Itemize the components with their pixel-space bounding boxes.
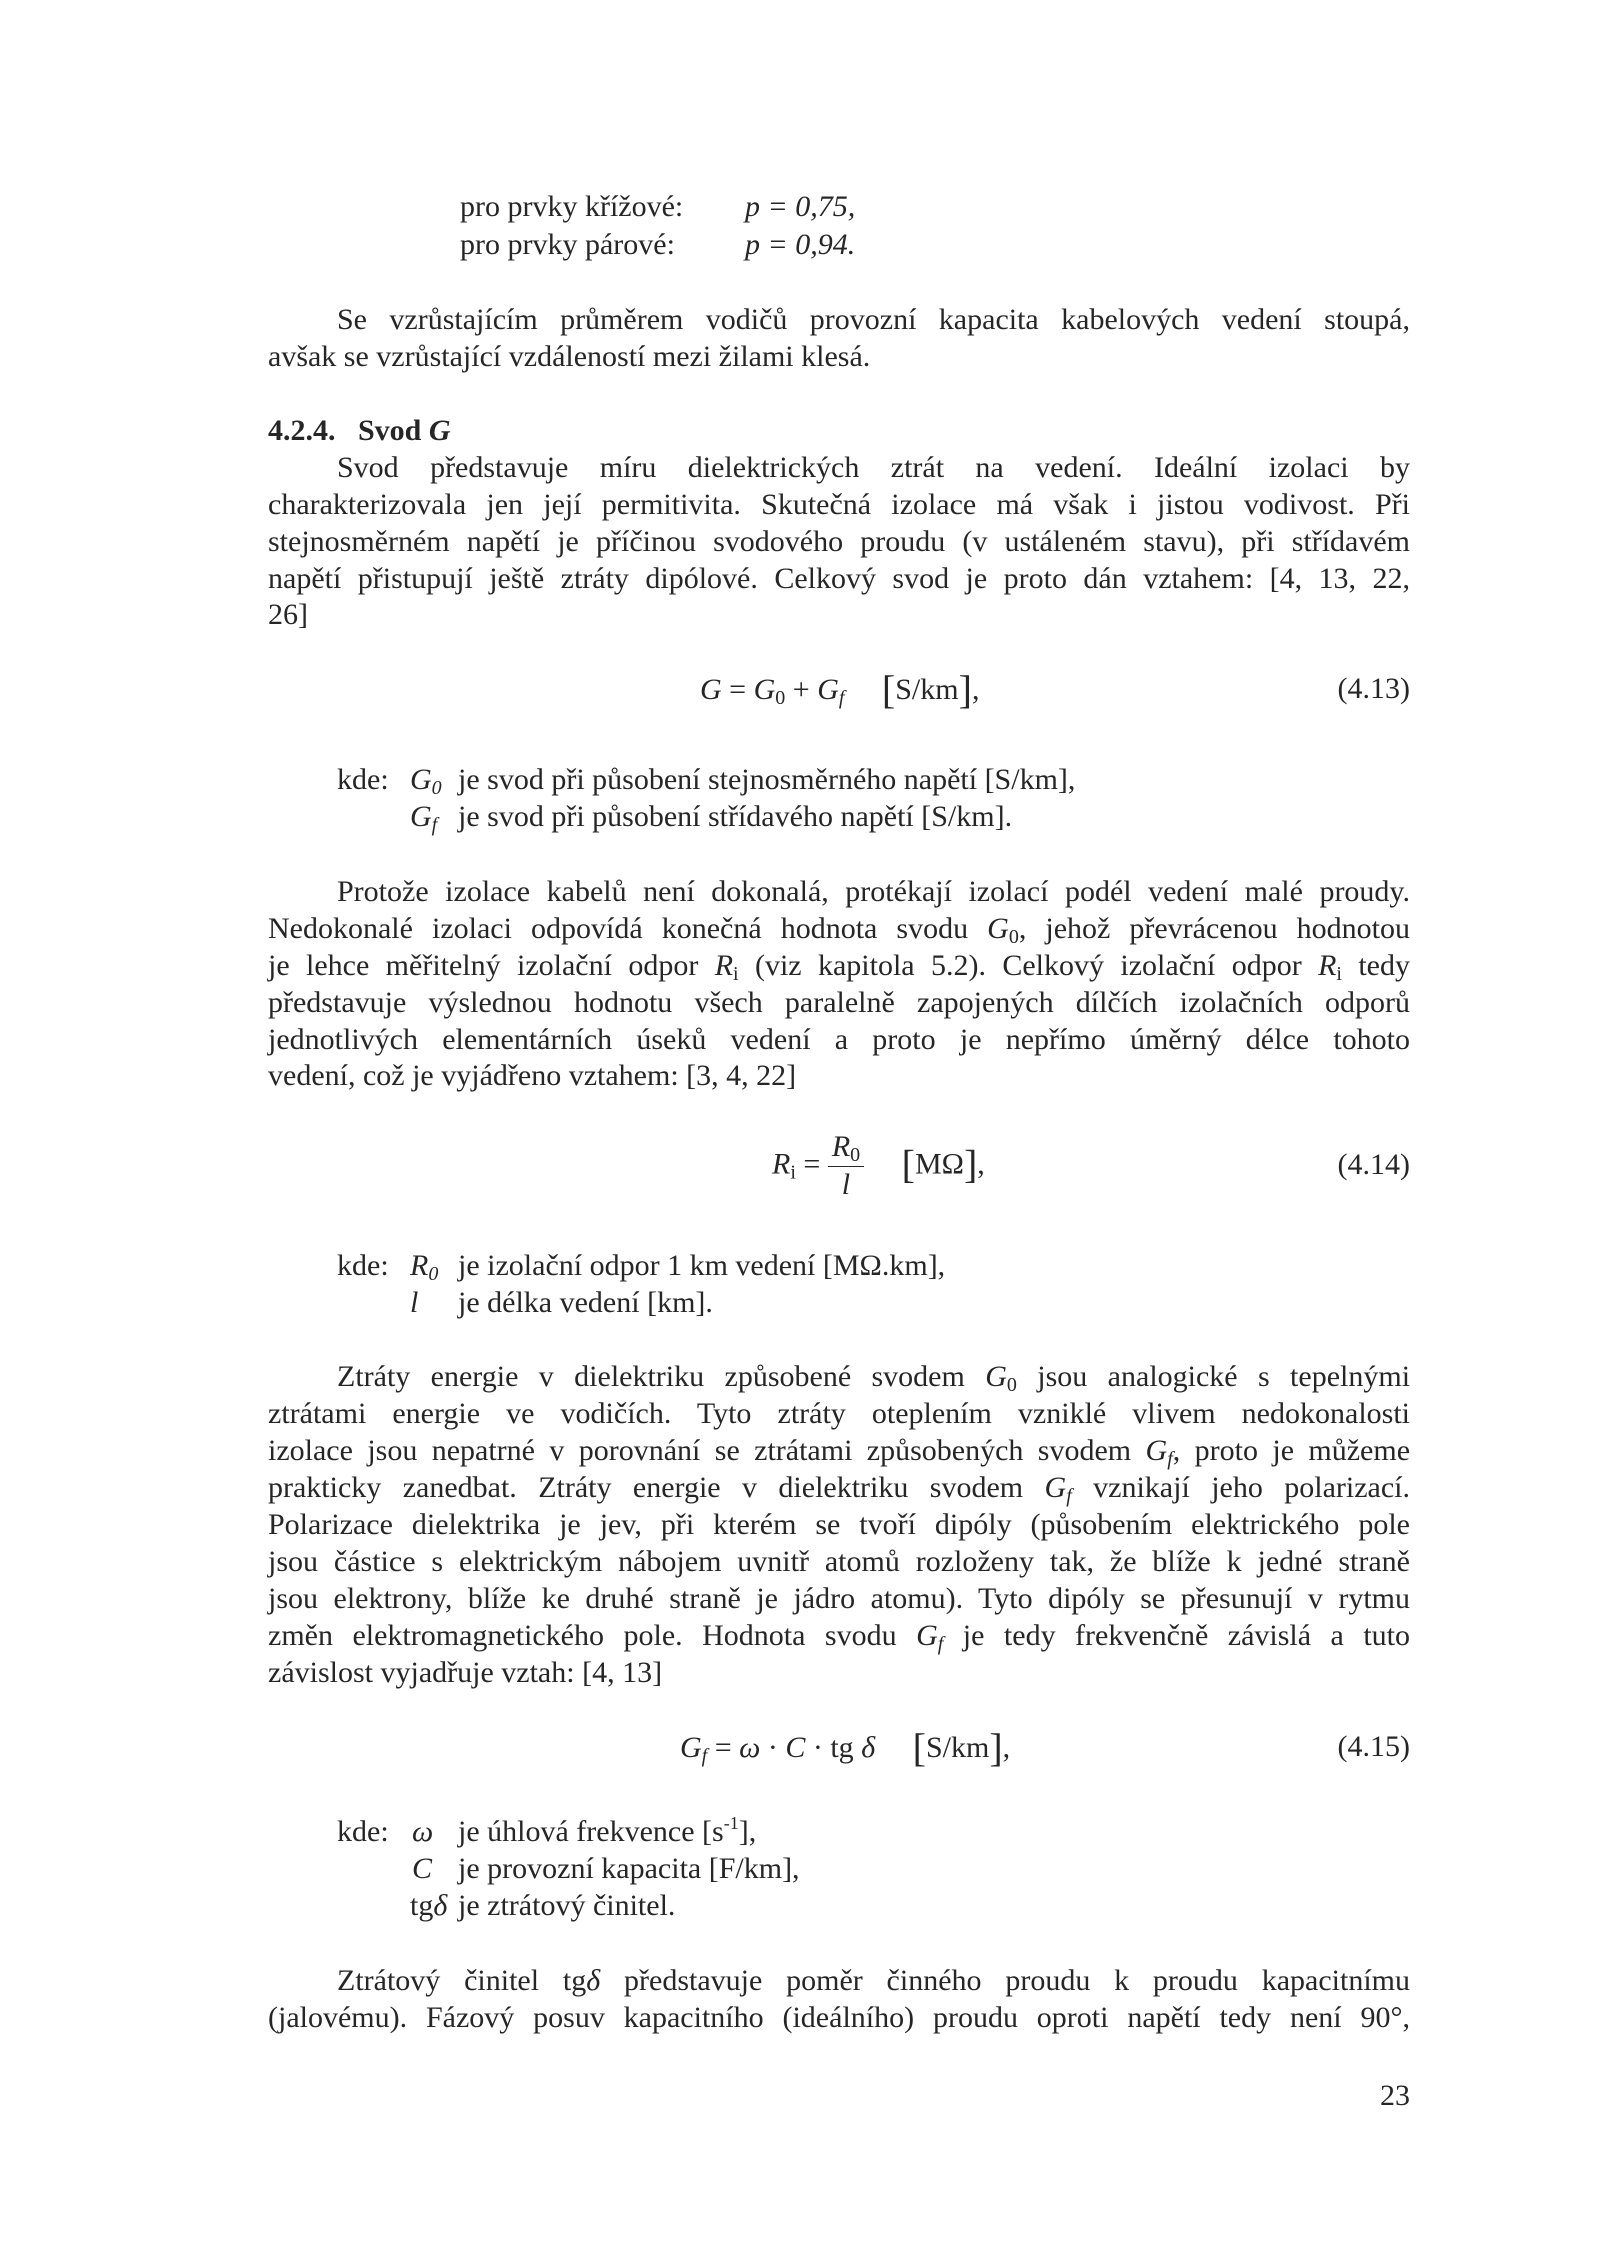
para2-line5: 26] [268, 598, 308, 631]
para2-line1: Svod představuje míru dielektrických ztrát na vedení. Ideální izolaci by [337, 451, 1410, 484]
where414-kde: kde: [337, 1249, 389, 1282]
where415-sym1: ω [412, 1815, 434, 1848]
where413-sym1: $G_0$ [410, 763, 442, 799]
para3-line2: Nedokonalé izolaci odpovídá konečná hodnota svodu $G_0$, jehož převrácenou hodnotou [268, 912, 1411, 948]
equation-4-13: $G = G_0 + G_f$ [S/km], [700, 667, 980, 712]
eq413-number: (4.13) [1337, 672, 1410, 705]
eq415-unit: S/km [925, 1731, 990, 1764]
where414-desc1: je izolační odpor 1 km vedení [MΩ.km], [458, 1249, 946, 1282]
where413-desc2: je svod při působení střídavého napětí [S/km]. [458, 800, 1013, 833]
where413-sym2: $G_f$ [410, 800, 438, 836]
para1-line1: Se vzrůstajícím průměrem vodičů provozní kapacita kabelových vedení stoupá, [337, 303, 1410, 336]
para3-line3: je lehce měřitelný izolační odpor $R_i$ (viz kapitola 5.2). Celkový izolační odpor $R_i$ tedy [268, 949, 1410, 985]
where414-sym1: $R_0$ [410, 1249, 439, 1285]
para3-line1: Protože izolace kabelů není dokonalá, protékají izolací podél vedení malé proudy. [337, 875, 1410, 908]
para3-line6: vedení, což je vyjádřeno vztahem: [3, 4, 22] [268, 1059, 797, 1092]
para4-line6: jsou částice s elektrickým nábojem uvnitř atomů rozloženy tak, že blíže k jedné straně [268, 1545, 1410, 1578]
section-symbol: G [428, 414, 451, 447]
para4-line3: izolace jsou nepatrné v porovnání se ztrátami způsobených svodem $G_f$, proto je můžeme [268, 1434, 1411, 1470]
page-number: 23 [1380, 2079, 1410, 2112]
para4-line9: závislost vyjadřuje vztah: [4, 13] [268, 1656, 663, 1689]
where415-desc3: je ztrátový činitel. [458, 1889, 676, 1922]
para4-line4: prakticky zanedbat. Ztráty energie v dielektriku svodem $G_f$ vznikají jeho polarizací. [268, 1471, 1410, 1507]
param-value-cross: p = 0,75, [745, 190, 856, 223]
param-value-pair: p = 0,94. [745, 228, 856, 261]
section-number: 4.2.4. [268, 414, 336, 447]
para3-line5: jednotlivých elementárních úseků vedení a proto je nepřímo úměrný délce tohoto [268, 1023, 1410, 1056]
eq414-unit: MΩ [914, 1147, 964, 1181]
eq413-unit: S/km [895, 673, 959, 706]
para4-line2: ztrátami energie ve vodičích. Tyto ztráty oteplením vzniklé vlivem nedokonalosti [268, 1397, 1410, 1430]
where413-kde: kde: [337, 763, 389, 796]
where415-sym2: C [412, 1852, 433, 1885]
where415-sym3: tgδ [410, 1889, 448, 1922]
para4-line5: Polarizace dielektrika je jev, při kterém se tvoří dipóly (působením elektrického pole [268, 1508, 1410, 1541]
para4-line8: změn elektromagnetického pole. Hodnota svodu $G_f$ je tedy frekvenčně závislá a tuto [268, 1619, 1411, 1655]
para5-line1: Ztrátový činitel tgδ představuje poměr činného proudu k proudu kapacitnímu [337, 1964, 1411, 1997]
para2-line3: stejnosměrném napětí je příčinou svodového proudu (v ustáleném stavu), při střídavém [268, 525, 1410, 558]
section-title: Svod [358, 414, 422, 447]
where414-sym2: l [410, 1286, 419, 1319]
equation-4-15: $G_f = \omega \cdot C$ · tg δ [S/km], [680, 1725, 1011, 1770]
where413-desc1: je svod při působení stejnosměrného napětí [S/km], [458, 763, 1076, 796]
para2-line2: charakterizovala jen její permitivita. Skutečná izolace má však i jistou vodivost. Při [268, 488, 1410, 521]
eq415-number: (4.15) [1337, 1730, 1410, 1763]
para3-line4: představuje výslednou hodnotu všech paralelně zapojených dílčích izolačních odporů [268, 986, 1410, 1019]
para1-line2: avšak se vzrůstající vzdáleností mezi žilami klesá. [268, 340, 871, 373]
param-label-pair: pro prvky párové: [460, 228, 675, 261]
eq414-number: (4.14) [1337, 1148, 1410, 1181]
para2-line4: napětí přistupují ještě ztráty dipólové. Celkový svod je proto dán vztahem: [4, 13, 22, [268, 562, 1410, 595]
para5-line2: (jalovému). Fázový posuv kapacitního (ideálního) proudu oproti napětí tedy není 90°, [268, 2001, 1410, 2034]
para4-line1: Ztráty energie v dielektriku způsobené svodem $G_0$ jsou analogické s tepelnými [337, 1360, 1411, 1396]
equation-4-14: $R_i$ = $\frac{R_0}{l}$ [MΩ], [772, 1130, 985, 1201]
section-heading [268, 413, 451, 449]
where415-kde: kde: [337, 1815, 389, 1848]
param-label-cross: pro prvky křížové: [460, 190, 684, 223]
para4-line7: jsou elektrony, blíže ke druhé straně je jádro atomu). Tyto dipóly se přesunují v rytmu [268, 1582, 1410, 1615]
where415-desc1: je úhlová frekvence $[s^{-1}]$, [458, 1813, 757, 1848]
where414-desc2: je délka vedení [km]. [458, 1286, 713, 1319]
where415-desc2: je provozní kapacita [F/km], [458, 1852, 800, 1885]
